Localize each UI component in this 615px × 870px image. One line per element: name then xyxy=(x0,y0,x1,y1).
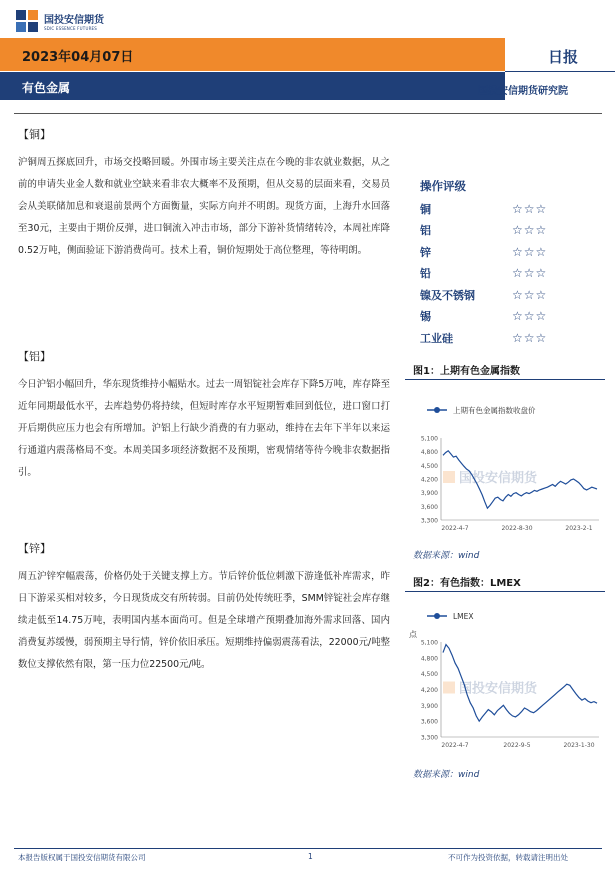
rating-row xyxy=(420,241,580,263)
figure-1-source: 数据来源：wind xyxy=(413,551,480,561)
watermark xyxy=(443,681,538,697)
x-tick-label: 2022-4-7 xyxy=(441,742,469,749)
section-aluminum xyxy=(18,348,390,484)
rating-row xyxy=(420,263,580,285)
legend-marker xyxy=(434,613,440,619)
y-tick-label: 5,100 xyxy=(420,435,438,443)
company-logo xyxy=(14,8,104,36)
rating-stars: ☆☆☆ xyxy=(512,244,548,259)
sector-banner xyxy=(0,72,505,100)
rating-stars: ☆☆☆ xyxy=(512,309,548,324)
brand-subtitle: SDIC ESSENCE FUTURES xyxy=(44,26,98,31)
svg-text:国投安信期货: 国投安信期货 xyxy=(459,471,538,486)
y-tick-label: 5,100 xyxy=(420,639,438,647)
y-tick-label: 3,300 xyxy=(420,517,438,525)
figure-2-title: 图2：有色指数：LMEX xyxy=(413,578,521,589)
y-tick-label: 3,600 xyxy=(420,718,438,726)
rating-stars: ☆☆☆ xyxy=(512,266,548,281)
rating-table xyxy=(420,178,580,349)
rating-stars: ☆☆☆ xyxy=(512,330,548,345)
rating-metal-name: 铜 xyxy=(420,202,431,216)
legend-label: 上期有色金属指数收盘价 xyxy=(453,406,536,415)
section-title: 【铜】 xyxy=(18,128,51,141)
figure-1-divider xyxy=(405,379,605,380)
section-title: 【铝】 xyxy=(18,350,51,363)
x-tick-label: 2022-8-30 xyxy=(501,525,533,532)
section-copper xyxy=(18,126,390,262)
x-tick-label: 2023-2-1 xyxy=(565,525,593,532)
y-tick-label: 3,900 xyxy=(420,490,438,498)
chart-1 xyxy=(405,392,605,542)
y-tick-label: 4,500 xyxy=(420,671,438,679)
rating-metal-name: 锌 xyxy=(420,245,431,259)
rating-stars: ☆☆☆ xyxy=(512,287,548,302)
header-divider xyxy=(505,71,615,72)
rating-metal-name: 锡 xyxy=(420,310,431,324)
y-tick-label: 4,200 xyxy=(420,687,438,694)
y-tick-label: 4,800 xyxy=(420,655,438,663)
chart-2 xyxy=(405,604,605,759)
rating-metal-name: 铅 xyxy=(420,267,431,281)
legend-marker xyxy=(434,407,440,413)
research-institute: 国投安信期货研究院 xyxy=(478,86,568,97)
footer-disclaimer: 不可作为投资依据，转载请注明出处 xyxy=(448,853,568,862)
legend-label: LMEX xyxy=(453,612,474,621)
logo-icon xyxy=(14,8,40,34)
rating-row xyxy=(420,284,580,306)
footer-copyright: 本报告版权属于国投安信期货有限公司 xyxy=(18,853,146,862)
section-body: 今日沪铝小幅回升，华东现货维持小幅贴水。过去一周铝锭社会库存下降5万吨，库存降至近年同期最低水平，去库趋势仍将持续，但短时库存水平短期暂难回到低位，进口窗口打开后期供应压力也会有所增加。沪铝上行缺少消费的有力驱动，维持在去年下半年以来运行通道内震荡格局不变。本周美国多项经济数据不及预期，密观情绪等待今晚非农数据指引。 xyxy=(18,379,390,478)
section-zinc xyxy=(18,540,390,676)
brand-name: 国投安信期货 xyxy=(44,15,104,26)
y-tick-label: 4,800 xyxy=(420,449,438,457)
figure-2-source: 数据来源：wind xyxy=(413,770,480,780)
section-title: 【锌】 xyxy=(18,542,51,555)
y-axis-unit: 点 xyxy=(409,630,417,639)
figure-2-divider xyxy=(405,591,605,592)
x-tick-label: 2023-1-30 xyxy=(563,742,595,749)
footer-divider xyxy=(14,848,602,849)
x-tick-label: 2022-9-5 xyxy=(503,742,531,749)
report-type: 日报 xyxy=(548,48,579,66)
y-tick-label: 3,900 xyxy=(420,702,438,710)
y-tick-label: 3,600 xyxy=(420,503,438,511)
y-tick-label: 3,300 xyxy=(420,734,438,742)
rating-row xyxy=(420,327,580,349)
rating-row xyxy=(420,198,580,220)
page-number: 1 xyxy=(308,852,313,861)
rating-metal-name: 铝 xyxy=(420,224,431,238)
x-tick-label: 2022-4-7 xyxy=(441,525,469,532)
y-tick-label: 4,200 xyxy=(420,476,438,484)
rating-row xyxy=(420,220,580,242)
rating-row xyxy=(420,306,580,328)
sector-title: 有色金属 xyxy=(22,81,71,95)
header-separator xyxy=(14,113,602,114)
y-tick-label: 4,500 xyxy=(420,462,438,470)
svg-text:国投安信期货: 国投安信期货 xyxy=(459,681,538,697)
section-body: 周五沪锌窄幅震荡，价格仍处于关键支撑上方。节后锌价低位刺激下游逢低补库需求，昨日下游采买相对较多，今日现货成交有所转弱。目前仍处传统旺季，SMM锌锭社会库存继续走低至14.75万吨，表明国内基本面尚可。但是全球增产预期叠加海外需求回落、国内消费复苏缓慢，弱预期主导行情，锌价依旧承压。短期维持偏弱震荡看法，22000元/吨整数位支撑依然有限，第一压力位22500元/吨。 xyxy=(18,571,390,670)
report-date: 2023年04月07日 xyxy=(22,50,134,65)
rating-metal-name: 镍及不锈钢 xyxy=(420,288,475,302)
rating-stars: ☆☆☆ xyxy=(512,223,548,238)
rating-metal-name: 工业硅 xyxy=(420,331,453,345)
figure-1-title: 图1：上期有色金属指数 xyxy=(413,366,520,377)
section-body: 沪铜周五探底回升，市场交投略回暖。外围市场主要关注点在今晚的非农就业数据，从之前的申请失业金人数和就业空缺来看非农大概率不及预期，但从交易的层面来看，交易员会从美联储加息和衰退前景两个方面衡量，实际方向并不明朗。现货方面，上海升水回落至30元，主要由于期价反弹，进口铜流入冲击市场，部分下游补货情绪转冷，本周社库降0.52万吨，侧面验证下游消费尚可。技术上看，铜价短期处于高位整理，等待明朗。 xyxy=(18,157,390,256)
rating-title: 操作评级 xyxy=(420,179,466,193)
rating-stars: ☆☆☆ xyxy=(512,201,548,216)
watermark xyxy=(443,470,538,486)
